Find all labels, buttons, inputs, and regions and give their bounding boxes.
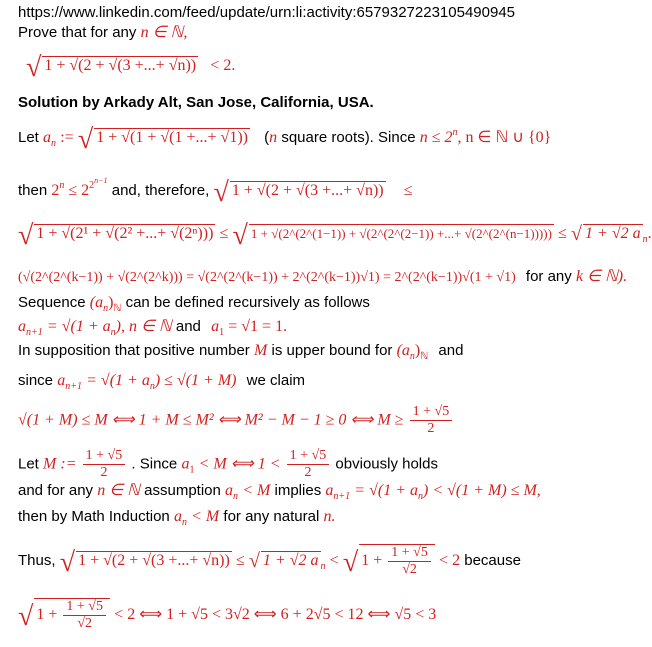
- fraction-denominator: √2: [77, 616, 93, 631]
- rec-eq: = √(1 + a: [46, 318, 111, 335]
- open-paren: (: [264, 129, 270, 146]
- solution-country: USA: [337, 94, 370, 111]
- induction-word: then by Math Induction: [18, 508, 170, 525]
- because-word: because: [464, 552, 521, 570]
- radical-sign: √: [213, 177, 229, 208]
- sequence-line: [18, 294, 370, 318]
- step-a2: a: [325, 482, 334, 499]
- fraction-numerator: 1 + √5: [83, 448, 126, 465]
- n-symbol: n: [269, 129, 278, 146]
- obviously-holds: obviously holds: [335, 455, 438, 473]
- conclusion-sub: n: [181, 517, 187, 528]
- fraction-denominator: 2: [304, 465, 312, 480]
- final-one-plus: 1 +: [361, 552, 383, 570]
- therefore-line: [18, 172, 413, 208]
- sequence-rest: can be defined recursively as follows: [125, 294, 370, 311]
- fraction-numerator: 1 + √5: [410, 404, 453, 421]
- M-def: M :=: [43, 455, 77, 473]
- verification-radicand: [34, 598, 110, 632]
- final-expression-1: 1 + √(2 + √(3 +...+ √n)): [78, 552, 230, 570]
- le-symbol: ≤: [403, 182, 413, 199]
- problem-rhs: < 2.: [210, 57, 236, 74]
- since-condition-2: , n ∈ ℕ ∪ {0}: [457, 129, 552, 146]
- final-expression-3: [359, 544, 435, 578]
- radical-sign: √: [232, 220, 248, 251]
- supposition-text: In supposition that positive number: [18, 342, 250, 359]
- M-symbol: M: [253, 342, 268, 359]
- claim-expr2: ) ≤ √(1 + M): [154, 372, 237, 389]
- verification-chain: < 2 ⟺ 1 + √5 < 3√2 ⟺ 6 + 2√5 < 12 ⟺ √5 < 3: [114, 606, 437, 624]
- ineq-left-exp: n: [59, 180, 65, 191]
- final-sub: n: [320, 561, 326, 573]
- final-le: ≤: [235, 552, 245, 570]
- since-word: since: [18, 372, 54, 389]
- ineq-right-exp: 2: [89, 180, 95, 191]
- rec-a: a: [18, 318, 26, 335]
- base-sub: 1: [189, 464, 195, 476]
- radical-sign: √: [248, 550, 260, 573]
- final-chain: [18, 544, 521, 578]
- step-expr2: = √(1 + a: [354, 482, 418, 499]
- seq-subscript: n: [409, 351, 415, 362]
- therefore-expression: 1 + √(2 + √(3 +...+ √n)): [231, 182, 384, 199]
- golden-ratio-fraction: [410, 404, 453, 437]
- problem-statement: [18, 24, 187, 42]
- assign-symbol: :=: [60, 129, 74, 146]
- radical-sign: √: [571, 223, 583, 245]
- fraction-denominator: 2: [100, 465, 108, 480]
- for-any-natural: for any natural: [223, 508, 320, 525]
- fraction-numerator: 1 + √5: [287, 448, 330, 465]
- ineq-right-exp2: n−1: [94, 176, 108, 185]
- source-url: https://www.linkedin.com/feed/update/urn:li:activity:6579327223105490945: [18, 4, 515, 21]
- radical-sign: √: [18, 220, 34, 251]
- chain-expression-2: 1 + √(2^(2^(1−1)) + √(2^(2^(2−1)) +...+ √(2^(2^(n−1))))): [250, 226, 552, 241]
- we-claim: we claim: [246, 372, 306, 389]
- final-lt: <: [329, 552, 339, 570]
- assumption-word: assumption: [144, 482, 221, 499]
- let-M-line: [18, 448, 438, 481]
- fraction-numerator: 1 + √5: [388, 545, 431, 562]
- ineq-left: 2: [51, 182, 60, 199]
- chain-le-1: ≤: [219, 225, 229, 242]
- seq-symbol: (a: [89, 294, 104, 311]
- a-symbol: a: [43, 129, 52, 146]
- radical-sign: √: [77, 124, 94, 155]
- step-expr: < M: [242, 482, 271, 499]
- init-a: a: [211, 318, 220, 335]
- solution-header: Solution by Arkady Alt, San Jose, California, USA.: [18, 94, 374, 111]
- supposition-rest: is upper bound for: [271, 342, 393, 359]
- seq-close: ): [108, 294, 114, 311]
- claim-line: [18, 372, 305, 396]
- rec-eq2: ), n ∈ ℕ: [115, 318, 172, 335]
- base-expr: < M ⟺ 1 <: [198, 455, 281, 473]
- problem-inequality: [26, 52, 236, 83]
- step-a: a: [225, 482, 234, 499]
- final-fraction: [388, 545, 431, 578]
- step-sub3: n: [418, 491, 423, 502]
- let-word: Let: [18, 129, 39, 146]
- seq-index-set: ℕ: [113, 303, 122, 314]
- thus-word: Thus,: [18, 552, 56, 570]
- let-word: Let: [18, 455, 39, 473]
- fraction-denominator: 2: [427, 421, 435, 436]
- solution-prefix: Solution by: [18, 94, 100, 111]
- for-any-word: for any: [525, 268, 572, 285]
- verification-one-plus: 1 +: [36, 606, 58, 624]
- definition-note: square roots). Since: [281, 129, 416, 146]
- n-condition: n ∈ ℕ: [97, 482, 140, 499]
- since-condition: n ≤ 2: [419, 129, 453, 146]
- claim-a: a: [57, 372, 66, 389]
- init-sub: 1: [219, 327, 225, 338]
- fraction-numerator: 1 + √5: [63, 599, 106, 616]
- M-fraction: [83, 448, 126, 481]
- chain-le-2: ≤: [558, 225, 567, 242]
- verification-fraction: [63, 599, 106, 632]
- definition-line: [18, 124, 551, 153]
- claim-sub: n+1: [65, 381, 82, 392]
- chain-subscript: n: [642, 234, 648, 245]
- lemma-condition: k ∈ ℕ).: [575, 268, 628, 285]
- bound-equivalence: [18, 404, 454, 437]
- implies-word: implies: [274, 482, 322, 499]
- chain-expression-3: 1 + √2 a: [585, 225, 641, 242]
- since-exponent: n: [452, 127, 458, 138]
- bound-chain: [18, 220, 652, 251]
- sequence-word: Sequence: [18, 294, 86, 311]
- init-value: = √1 = 1.: [228, 318, 288, 335]
- definition-expression: 1 + √(1 + √(1 +...+ √1)): [96, 129, 248, 146]
- n-final: n.: [323, 508, 336, 525]
- and-word: and: [175, 318, 201, 335]
- chain-expression-1: 1 + √(2¹ + √(2² +...+ √(2ⁿ))): [36, 225, 214, 242]
- and-for-any: and for any: [18, 482, 94, 499]
- equivalence-expression: √(1 + M) ≤ M ⟺ 1 + M ≤ M² ⟺ M² − M − 1 ≥ 0 ⟺ M ≥: [18, 411, 404, 429]
- problem-condition: n ∈ ℕ,: [140, 24, 188, 41]
- rec-sub2: n: [110, 327, 116, 338]
- radical-sign: √: [59, 547, 76, 579]
- step-expr3: ) < √(1 + M) ≤ M,: [423, 482, 541, 499]
- ineq-right: ≤ 2: [64, 182, 90, 199]
- therefore-word: and, therefore,: [111, 182, 210, 199]
- conclusion-expr: < M: [191, 508, 220, 525]
- final-expression-2: 1 + √2 a: [262, 552, 319, 570]
- seq-index-set: ℕ: [420, 351, 429, 362]
- problem-expression: 1 + √(2 + √(3 +...+ √n)): [44, 57, 197, 74]
- step-sub: n: [233, 491, 239, 502]
- final-lt-2: < 2: [439, 552, 461, 570]
- chain-dot: .: [647, 225, 652, 242]
- rec-sub: n+1: [26, 327, 43, 338]
- solution-city: San Jose: [186, 94, 252, 111]
- then-word: then: [18, 182, 48, 199]
- supposition-line: [18, 342, 463, 366]
- problem-intro: Prove that for any: [18, 24, 137, 41]
- and-word: and: [438, 342, 464, 359]
- lemma-line: [18, 268, 627, 287]
- claim-expr: = √(1 + a: [86, 372, 150, 389]
- radical-sign: √: [18, 601, 34, 633]
- base-a: a: [181, 455, 190, 473]
- step-sub2: n+1: [333, 491, 351, 502]
- induction-step: [18, 482, 541, 506]
- fraction-denominator: √2: [402, 562, 417, 577]
- radical-sign: √: [26, 52, 42, 83]
- lemma-expression: (√(2^(2^(k−1)) + √(2^(2^k))) = √(2^(2^(k−1)) + 2^(2^(k−1))√1) = 2^(2^(k−1))√(1 + √1): [18, 270, 516, 285]
- seq-close: ): [414, 342, 421, 359]
- solution-author: Arkady Alt: [103, 94, 178, 111]
- induction-conclusion: [18, 508, 335, 532]
- recursion-line: [18, 318, 287, 342]
- seq-subscript: n: [103, 303, 109, 314]
- a-subscript: n: [51, 138, 57, 149]
- since-word: . Since: [131, 455, 178, 473]
- radical-sign: √: [342, 547, 359, 579]
- base-fraction: [287, 448, 330, 481]
- verification-line: [18, 598, 436, 632]
- solution-state: California: [260, 94, 330, 111]
- claim-sub2: n: [149, 381, 155, 392]
- conclusion-a: a: [173, 508, 182, 525]
- seq-symbol: (a: [396, 342, 410, 359]
